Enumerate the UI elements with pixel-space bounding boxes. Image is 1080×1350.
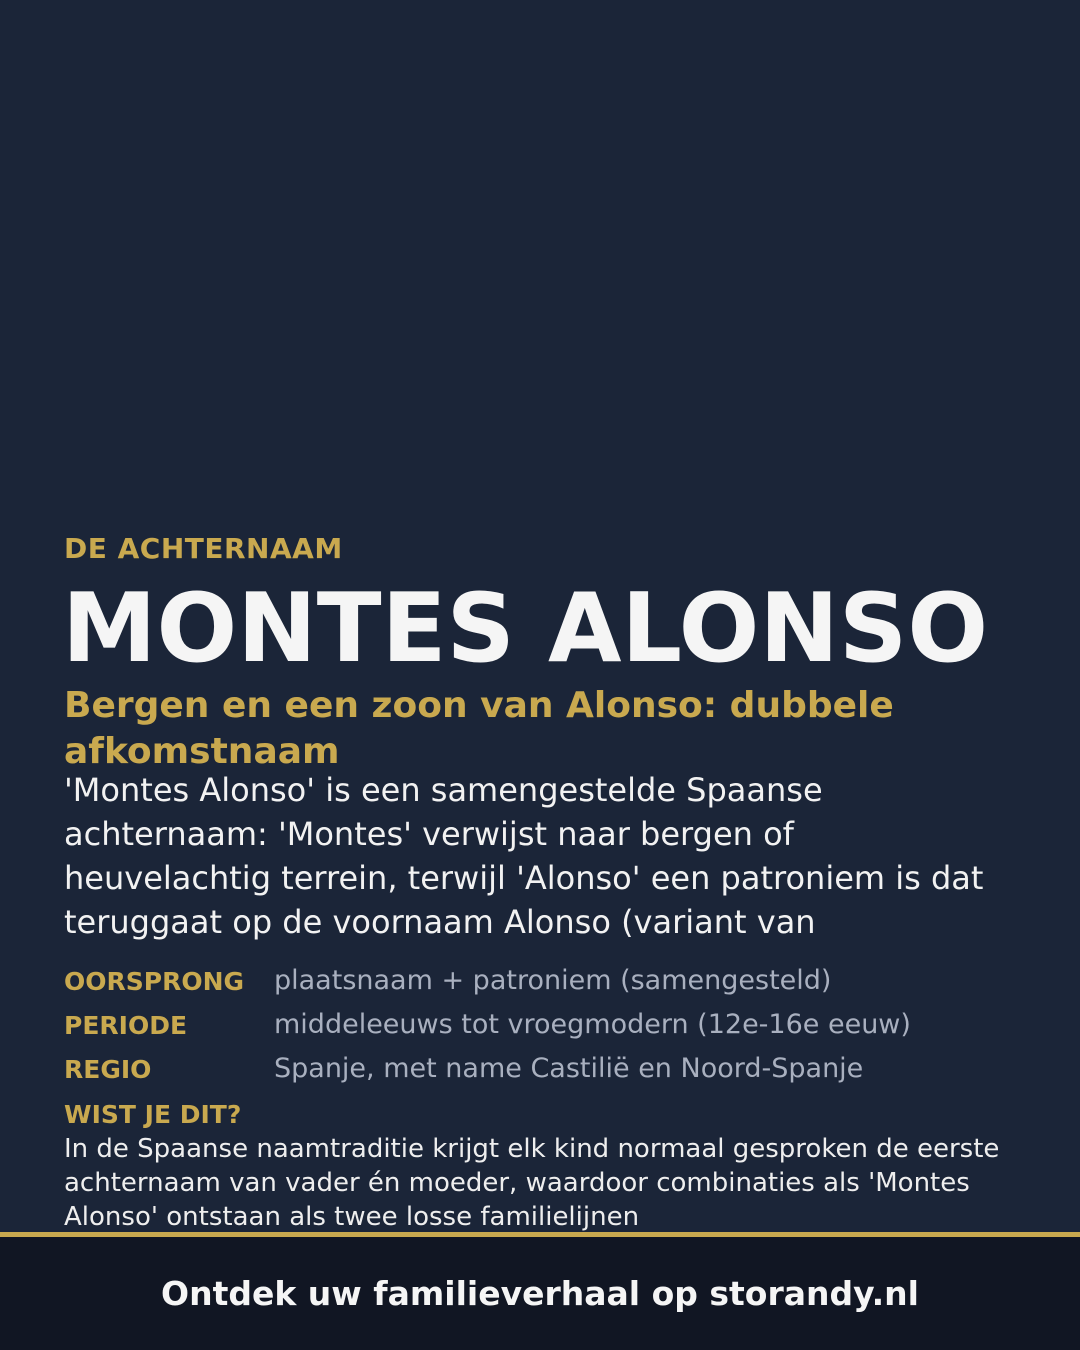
facts-list bbox=[64, 962, 1024, 1094]
surname-subtitle: Bergen en een zoon van Alonso: dubbele afkomstnaam bbox=[64, 685, 894, 772]
footer-bar bbox=[0, 1237, 1080, 1350]
footer-cta: Ontdek uw familieverhaal op storandy.nl bbox=[161, 1274, 919, 1313]
eyebrow-label: DE ACHTERNAAM bbox=[64, 532, 343, 565]
fact-value: plaatsnaam + patroniem (samengesteld) bbox=[274, 965, 832, 996]
fact-label: PERIODE bbox=[64, 1011, 188, 1040]
fact-label: REGIO bbox=[64, 1055, 152, 1084]
trivia-label: WIST JE DIT? bbox=[64, 1100, 242, 1129]
fact-value: middeleeuws tot vroegmodern (12e-16e eeuw) bbox=[274, 1009, 911, 1040]
fact-row-region bbox=[64, 1050, 1024, 1094]
fact-row-origin bbox=[64, 962, 1024, 1006]
fact-row-period bbox=[64, 1006, 1024, 1050]
trivia-text: In de Spaanse naamtraditie krijgt elk kind normaal gesproken de eerste achternaam van vader én moeder, waardoor combinaties als 'Montes Alonso' ontstaan als twee losse familielijnen bbox=[64, 1134, 1000, 1232]
surname-title: MONTES ALONSO bbox=[62, 574, 989, 684]
intro-paragraph: 'Montes Alonso' is een samengestelde Spaanse achternaam: 'Montes' verwijst naar bergen of heuvelachtig terrein, terwijl 'Alonso' een patroniem is dat teruggaat op de voornaam Alonso (variant van bbox=[64, 771, 984, 941]
fact-value: Spanje, met name Castilië en Noord-Spanje bbox=[274, 1053, 864, 1084]
fact-label: OORSPRONG bbox=[64, 967, 245, 996]
